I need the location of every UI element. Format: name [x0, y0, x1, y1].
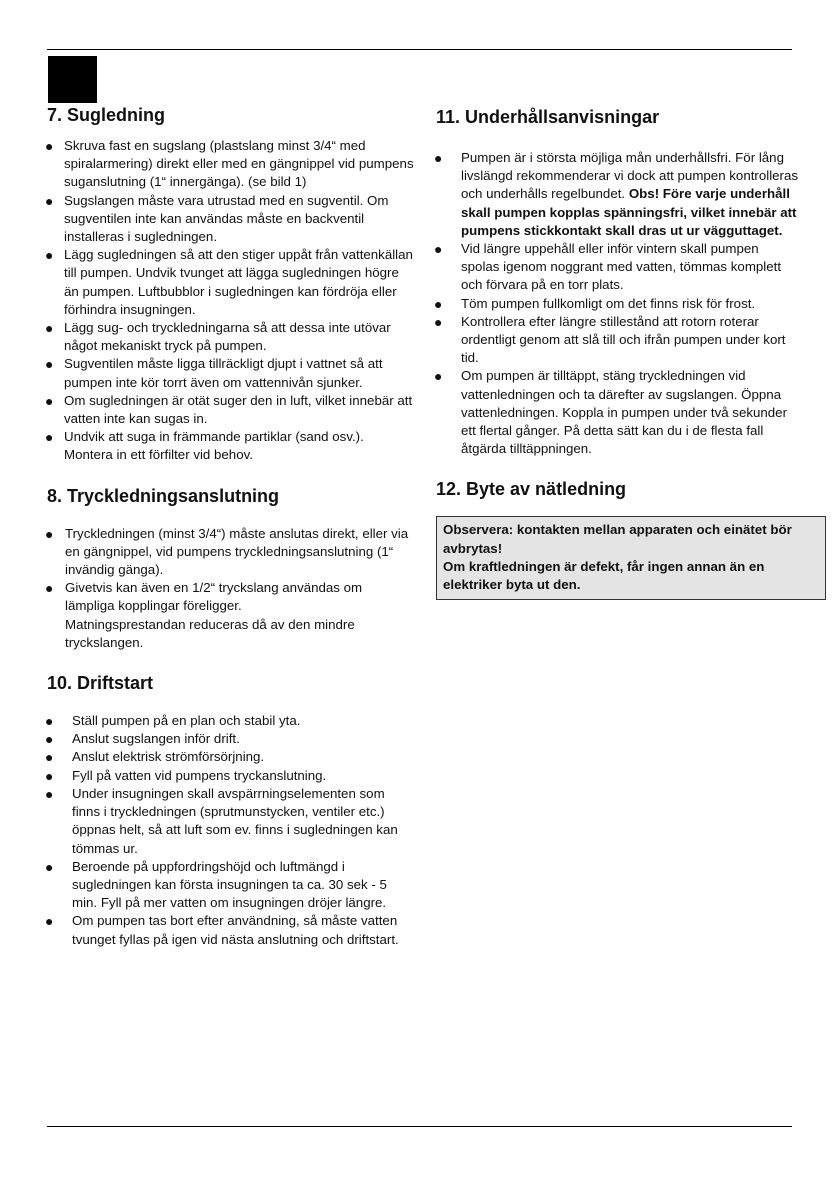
footer-rule — [47, 1126, 792, 1127]
list-item: ● Ställ pumpen på en plan och stabil yta. — [47, 712, 415, 730]
list-item: ● Tryckledningen (minst 3/4“) måste anslutas direkt, eller via en gängnippel, vid pumpens tryckledningsanslutning (1“ invändig gänga). — [47, 525, 415, 580]
section-8-list — [47, 525, 415, 616]
list-item: ● Givetvis kan även en 1/2“ tryckslang användas om lämpliga kopplingar föreligger. — [47, 579, 415, 615]
section-11-list — [436, 149, 798, 458]
list-item: ● Töm pumpen fullkomligt om det finns risk för frost. — [436, 295, 798, 313]
list-item: ● Under insugningen skall avspärrningselementen som finns i tryckledningen (sprutmunstycken, ventiler etc.) öppnas helt, så att luft som ev. finns i sugledningen kan tömmas ur. — [47, 785, 415, 858]
list-item: ● Skruva fast en sugslang (plastslang minst 3/4“ med spiralarmering) direkt eller med en gängnippel vid pumpens suganslutning (1“ innergänga). (se bild 1) — [47, 137, 415, 192]
maintenance-intro: Pumpen är i största möjliga mån underhållsfri. För lång livslängd rekommenderar vi dock att pumpen kontrolleras och underhålls regelbundet. — [461, 150, 799, 202]
list-item: ● Om pumpen är tilltäppt, stäng tryckledningen vid vattenledningen och ta därefter av sugslangen. Öppna vattenledningen. Koppla in pumpen under två sekunder ett flertal gånger. På detta sätt kan du i de flesta fall åtgärda tilltäppningen. — [436, 367, 798, 458]
section-7-title: 7. Sugledning — [47, 105, 166, 125]
section-12-title: 12. Byte av nätledning — [436, 479, 627, 500]
safety-warning: Obs! Före varje underhåll skall pumpen kopplas spänningsfri, vilket innebär att pumpens stickkontakt skall dras ut ur vägguttaget. — [461, 186, 797, 238]
notice-line-1: Observera: kontakten mellan apparaten och einätet bör avbrytas! — [443, 522, 792, 556]
section-8-note: Matningsprestandan reduceras då av den mindre tryckslangen. — [65, 616, 355, 650]
list-item: ● Anslut elektrisk strömförsörjning. — [47, 748, 415, 766]
list-item: ● Fyll på vatten vid pumpens tryckanslutning. — [47, 767, 415, 785]
section-10-list — [47, 712, 415, 949]
warning-notice-box — [436, 516, 826, 600]
notice-line-2: Om kraftledningen är defekt, får ingen annan än en elektriker byta ut den. — [443, 558, 765, 593]
section-10-title: 10. Driftstart — [47, 673, 154, 694]
list-item — [436, 149, 798, 240]
list-item: ● Lägg sug- och tryckledningarna så att dessa inte utövar något mekaniskt tryck på pumpen. — [47, 319, 415, 355]
header-rule — [47, 49, 792, 50]
list-item: ● Beroende på uppfordringshöjd och luftmängd i sugledningen kan första insugningen ta ca. 30 sek - 5 min. Fyll på mer vatten om insugningen dröjer längre. — [47, 858, 415, 913]
section-7-list — [47, 137, 415, 465]
left-column — [47, 104, 415, 949]
section-11-title: 11. Underhållsanvisningar — [436, 107, 660, 127]
list-item: ● Anslut sugslangen inför drift. — [47, 730, 415, 748]
list-item: ● Om pumpen tas bort efter användning, så måste vatten tvunget fyllas på igen vid nästa anslutning och driftstart. — [47, 912, 415, 948]
list-item: ● Kontrollera efter längre stillestånd att rotorn roterar ordentligt genom att slå till och ifrån pumpen under kort tid. — [436, 313, 798, 368]
list-item: ● Vid längre uppehåll eller inför vintern skall pumpen spolas igenom noggrant med vatten, tömmas komplett och förvara på en torr plats. — [436, 240, 798, 295]
section-8-title: 8. Tryckledningsanslutning — [47, 485, 280, 506]
list-item: ● Lägg sugledningen så att den stiger uppåt från vattenkällan till pumpen. Undvik tvunget att lägga sugledningen högre än pumpen. Luftbubblor i sugledningen kan fördröja eller förhindra insugningen. — [47, 246, 415, 319]
language-tab-marker — [48, 56, 97, 103]
list-item: ● Undvik att suga in främmande partiklar (sand osv.). Montera in ett förfilter vid behov. — [47, 428, 415, 464]
list-item: ● Sugslangen måste vara utrustad med en sugventil. Om sugventilen inte kan användas måste en backventil installeras i sugledningen. — [47, 192, 415, 247]
list-item: ● Om sugledningen är otät suger den in luft, vilket innebär att vatten inte kan sugas in. — [47, 392, 415, 428]
list-item: ● Sugventilen måste ligga tillräckligt djupt i vattnet så att pumpen inte kör torrt även om vattennivån sjunker. — [47, 355, 415, 391]
right-column — [436, 106, 798, 600]
